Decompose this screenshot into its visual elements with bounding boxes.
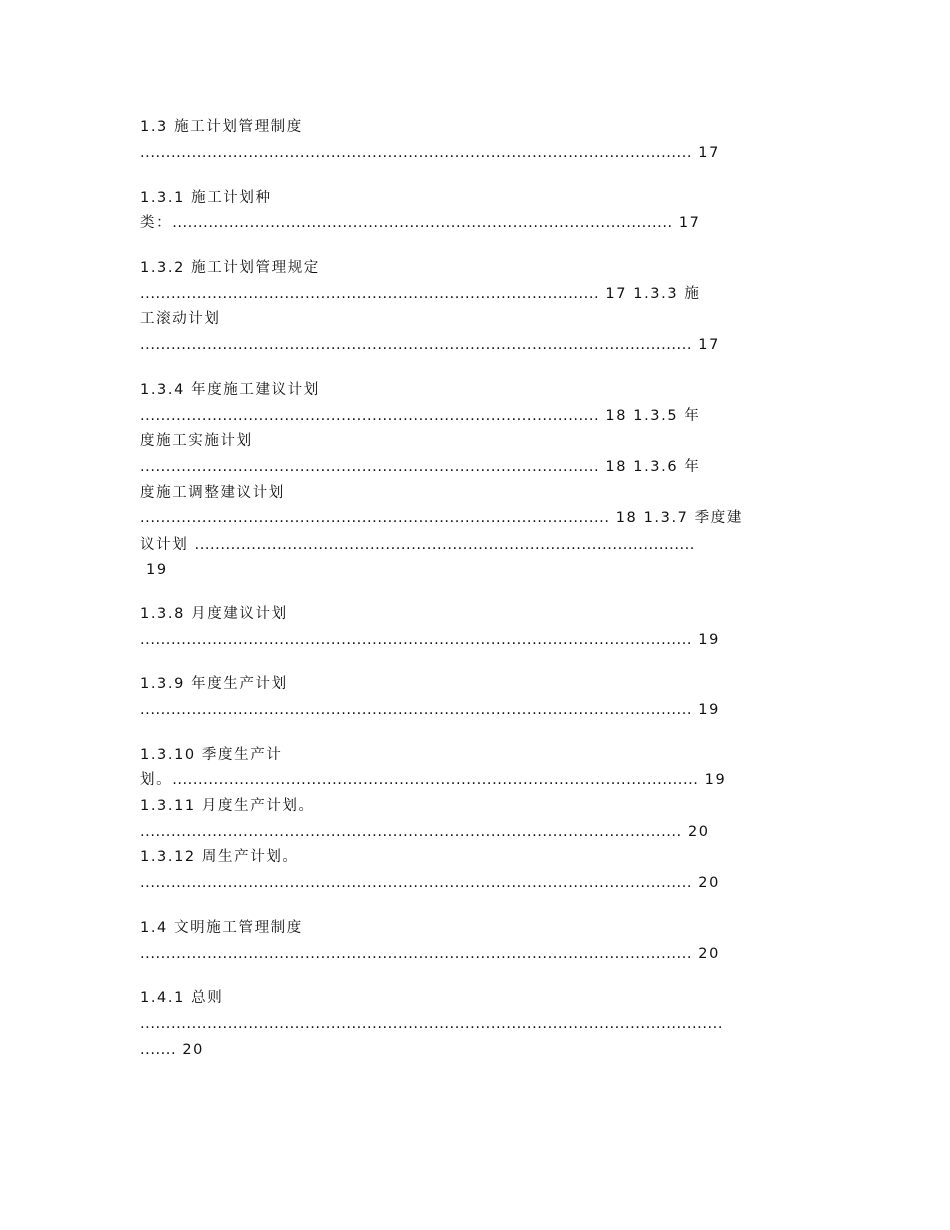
leader-dots: .........................................................................................: [140, 408, 600, 424]
page-number: 19: [698, 702, 720, 718]
toc-entry-title-cont: 度施工实施计划: [140, 433, 253, 449]
page-number: 20: [687, 824, 710, 840]
page-number: 19: [146, 562, 168, 578]
page-number: 20: [698, 946, 720, 962]
leader-dots: .................................................................................................: [194, 537, 695, 553]
leader-dots: ...........................................................................................................: [140, 946, 693, 962]
page-number: 18: [615, 510, 638, 526]
toc-leader-line: [140, 407, 700, 425]
toc-entry-title: 1.3.1 施工计划种: [140, 190, 272, 206]
toc-entry-title: 1.3.9 年度生产计划: [140, 676, 288, 692]
toc-entry-title: 1.3.11 月度生产计划。: [140, 798, 315, 814]
leader-dots: ...........................................................................................................: [140, 145, 693, 161]
leader-dots: .........................................................................................: [140, 286, 600, 302]
toc-leader-line: [140, 771, 726, 789]
leader-dots: .................................................................................................: [172, 215, 673, 231]
toc-entry-title-cont: 度施工调整建议计划: [140, 485, 285, 501]
leader-dots: ...........................................................................................: [140, 510, 610, 526]
toc-entry-title: 1.3.12 周生产计划。: [140, 849, 299, 865]
page-number: 20: [698, 875, 720, 891]
leader-dots: ...........................................................................................................: [140, 632, 693, 648]
page-number: 17: [605, 286, 628, 302]
toc-leader-line: [140, 945, 720, 963]
page-number: 17: [698, 145, 720, 161]
toc-leader-line: [140, 1015, 723, 1033]
toc-leader-line: [140, 536, 695, 554]
toc-leader-line: [140, 214, 701, 232]
toc-entry-title-cont: 议计划: [140, 537, 189, 553]
toc-entry-title-cont: 类：: [140, 215, 173, 231]
page-number: 18: [605, 408, 628, 424]
toc-leader-line: [140, 631, 720, 649]
toc-entry-title: 1.3.10 季度生产计: [140, 747, 283, 763]
toc-entry-title: 1.3.3 施: [633, 286, 701, 302]
toc-leader-line: [140, 823, 710, 841]
page-number: 17: [698, 337, 720, 353]
page-number: 20: [182, 1042, 204, 1058]
toc-leader-line: [140, 458, 700, 476]
toc-entry-title: 1.3.6 年: [633, 459, 701, 475]
leader-dots: ......................................................................................................: [172, 772, 699, 788]
leader-dots: ...........................................................................................................: [140, 337, 693, 353]
page-number: 19: [698, 632, 720, 648]
page-number: 17: [678, 215, 701, 231]
toc-entry-title: 1.4.1 总则: [140, 990, 224, 1006]
toc-entry-title-cont: 划。: [140, 772, 173, 788]
toc-leader-line: [140, 874, 720, 892]
toc-entry-title: 1.3.4 年度施工建议计划: [140, 382, 320, 398]
page-number: 19: [704, 772, 727, 788]
toc-entry-title: 1.3.2 施工计划管理规定: [140, 260, 320, 276]
leader-dots: .................................................................................................................: [140, 1016, 723, 1032]
toc-entry-title: 1.3.5 年: [633, 408, 701, 424]
toc-leader-line: [140, 701, 720, 719]
page-number: 18: [605, 459, 628, 475]
toc-leader-line: [140, 1041, 204, 1059]
leader-dots: ...........................................................................................................: [140, 702, 693, 718]
toc-leader-line: [140, 336, 720, 354]
toc-leader-line: [140, 144, 720, 162]
toc-entry-title: 1.3 施工计划管理制度: [140, 119, 303, 135]
toc-leader-line: [140, 509, 743, 527]
toc-entry-title: 1.3.8 月度建议计划: [140, 606, 288, 622]
toc-leader-line: [140, 285, 700, 303]
toc-entry-title-cont: 工滚动计划: [140, 311, 221, 327]
toc-entry-title: 1.3.7 季度建: [643, 510, 743, 526]
leader-dots: .........................................................................................................: [140, 824, 682, 840]
leader-dots: .......: [140, 1042, 177, 1058]
leader-dots: .........................................................................................: [140, 459, 600, 475]
toc-entry-title: 1.4 文明施工管理制度: [140, 920, 303, 936]
leader-dots: ...........................................................................................................: [140, 875, 693, 891]
